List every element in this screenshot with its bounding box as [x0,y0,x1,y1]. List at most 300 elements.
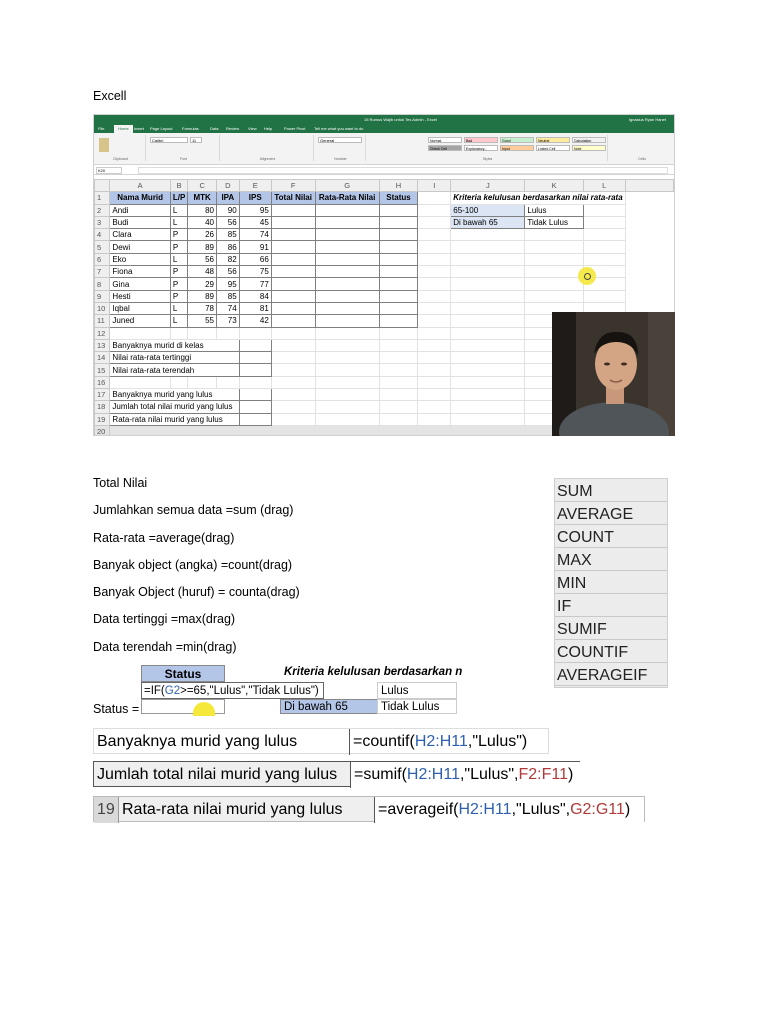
student-lp[interactable]: L [170,216,187,228]
dibawah-cell: Di bawah 65 [280,699,378,714]
table-row [95,192,674,204]
column-header[interactable]: G [315,180,379,192]
total-nilai-cell[interactable] [271,241,315,253]
score-ips[interactable]: 95 [239,204,271,216]
formula-ref: G2 [164,685,181,697]
grid-cell[interactable] [418,425,451,436]
criteria-range[interactable]: 65-100 [451,204,525,216]
ribbon-tab[interactable]: Page Layout [150,126,173,131]
status-cell[interactable] [379,290,418,302]
group-label: Cells [638,157,646,161]
grid-cell[interactable] [451,278,525,290]
rata-rata-cell[interactable] [315,241,379,253]
grid-cell[interactable] [379,339,418,351]
score-ips[interactable]: 75 [239,266,271,278]
student-lp[interactable]: L [170,253,187,265]
grid-cell[interactable] [271,413,315,425]
select-all-corner[interactable] [95,180,110,192]
student-lp[interactable]: P [170,266,187,278]
status-label: Status = [93,702,140,716]
grid-cell[interactable] [451,241,525,253]
grid-cell[interactable] [379,389,418,401]
row-header[interactable]: 18 [95,401,110,413]
total-nilai-cell[interactable] [271,266,315,278]
header-cell[interactable]: Nama Murid [110,192,170,204]
summary-label[interactable]: Jumlah total nilai murid yang lulus [110,401,239,413]
summary-label[interactable]: Banyaknya murid yang lulus [110,389,239,401]
grid-cell[interactable] [418,266,451,278]
student-lp[interactable]: L [170,302,187,314]
total-nilai-cell[interactable] [271,216,315,228]
formula-ref: H2:H11 [414,733,468,750]
row-header[interactable]: 20 [95,425,110,436]
grid-cell[interactable] [418,204,451,216]
student-lp[interactable]: P [170,278,187,290]
ribbon-tab[interactable]: Review [226,126,240,131]
row-header[interactable]: 7 [95,266,110,278]
student-name[interactable]: Eko [110,253,170,265]
grid-cell[interactable] [451,401,525,413]
ribbon-tab[interactable]: Data [210,126,219,131]
grid-cell[interactable] [110,376,170,388]
score-mtk[interactable]: 48 [188,266,217,278]
grid-cell[interactable] [525,290,583,302]
grid-cell[interactable] [418,364,451,376]
grid-cell[interactable] [379,376,418,388]
cell-style-swatch[interactable]: Normal [428,137,462,143]
total-nilai-cell[interactable] [271,278,315,290]
column-header[interactable]: E [239,180,271,192]
score-ips[interactable]: 45 [239,216,271,228]
student-name[interactable]: Dewi [110,241,170,253]
grid-cell[interactable] [451,389,525,401]
grid-cell[interactable] [315,376,379,388]
grid-cell[interactable] [271,389,315,401]
status-cell[interactable] [379,229,418,241]
grid-cell[interactable] [315,352,379,364]
score-mtk[interactable]: 29 [188,278,217,290]
column-header[interactable]: K [525,180,583,192]
summary-value[interactable] [239,364,271,376]
row-header[interactable]: 10 [95,302,110,314]
grid-cell[interactable] [418,352,451,364]
header-cell[interactable]: IPS [239,192,271,204]
grid-cell[interactable] [583,241,625,253]
grid-cell[interactable] [418,253,451,265]
grid-cell[interactable] [239,376,271,388]
column-header-row [95,180,674,192]
total-nilai-cell[interactable] [271,302,315,314]
grid-cell[interactable] [315,401,379,413]
student-lp[interactable]: L [170,315,187,327]
ribbon-tab[interactable]: Home [114,125,133,133]
name-box[interactable]: K20 [96,167,122,174]
header-cell[interactable]: IPA [216,192,239,204]
number-format-select[interactable]: General [318,137,362,143]
header-cell[interactable]: MTK [188,192,217,204]
score-ips[interactable]: 84 [239,290,271,302]
grid-cell[interactable] [216,425,239,436]
grid-cell[interactable] [170,327,187,339]
score-mtk[interactable]: 89 [188,241,217,253]
status-cell[interactable] [379,216,418,228]
grid-cell[interactable] [315,389,379,401]
row-header[interactable]: 8 [95,278,110,290]
formula-text: ,"Lulus") [467,733,528,750]
grid-cell[interactable] [418,192,451,204]
ribbon-tab[interactable]: File [98,126,105,131]
total-nilai-cell[interactable] [271,204,315,216]
status-cell[interactable] [379,266,418,278]
score-ips[interactable]: 81 [239,302,271,314]
doc-line-count: Banyak object (angka) =count(drag) [93,558,293,572]
row-header[interactable]: 14 [95,352,110,364]
column-header[interactable]: A [110,180,170,192]
student-lp[interactable]: L [170,204,187,216]
grid-cell[interactable] [216,376,239,388]
grid-cell[interactable] [451,413,525,425]
grid-cell[interactable] [451,376,525,388]
student-lp[interactable]: P [170,241,187,253]
formula-text: =sumif( [354,766,407,783]
grid-cell[interactable] [418,241,451,253]
function-name: MIN [555,571,667,594]
row-header[interactable]: 12 [95,327,110,339]
student-name[interactable]: Andi [110,204,170,216]
ribbon-tab[interactable]: Insert [134,126,145,131]
cell-style-swatch[interactable]: Input [500,145,534,151]
grid-cell[interactable] [271,352,315,364]
rata-rata-cell[interactable] [315,253,379,265]
grid-cell[interactable] [271,339,315,351]
score-ipa[interactable]: 86 [216,241,239,253]
student-lp[interactable]: P [170,290,187,302]
cursor-highlight [578,267,596,285]
student-name[interactable]: Iqbal [110,302,170,314]
column-header[interactable] [625,180,673,192]
grid-cell[interactable] [315,364,379,376]
ribbon-tab[interactable]: View [248,126,257,131]
score-ipa[interactable]: 73 [216,315,239,327]
formula-text: ) [567,766,574,783]
ribbon-tab[interactable]: Help [264,126,273,131]
grid-cell[interactable] [271,425,315,436]
row-header[interactable]: 1 [95,192,110,204]
table-row [95,253,674,265]
number-group [316,135,366,161]
grid-cell[interactable] [451,253,525,265]
score-mtk[interactable]: 80 [188,204,217,216]
total-nilai-cell[interactable] [271,315,315,327]
summary-value[interactable] [239,413,271,425]
column-header[interactable]: F [271,180,315,192]
score-mtk[interactable]: 40 [188,216,217,228]
column-header[interactable]: C [188,180,217,192]
score-ipa[interactable]: 56 [216,266,239,278]
summary-value[interactable] [239,389,271,401]
student-name[interactable]: Gina [110,278,170,290]
grid-cell[interactable] [525,266,583,278]
rata-rata-cell[interactable] [315,216,379,228]
styles-group [368,135,608,161]
grid-cell[interactable] [170,376,187,388]
summary-value[interactable] [239,352,271,364]
grid-cell[interactable] [418,315,451,327]
summary-label[interactable]: Nilai rata-rata tertinggi [110,352,239,364]
function-name: SUMIF [555,617,667,640]
averageif-strip [93,796,645,822]
grid-cell[interactable] [451,266,525,278]
function-name: COUNTIF [555,640,667,663]
cell-style-swatch[interactable]: Neutral [536,137,570,143]
grid-cell[interactable] [583,290,625,302]
row-number: 19 [94,797,118,823]
cell-style-swatch[interactable]: Linked Cell [536,145,570,151]
cell-style-swatch[interactable]: Explanatory... [464,145,498,151]
rata-rata-cell[interactable] [315,278,379,290]
criteria-title[interactable]: Kriteria kelulusan berdasarkan nilai rata-rata [451,192,625,204]
criteria-range[interactable]: Di bawah 65 [451,216,525,228]
row-header[interactable]: 9 [95,290,110,302]
row-header[interactable]: 6 [95,253,110,265]
grid-cell[interactable] [379,413,418,425]
score-ipa[interactable]: 85 [216,290,239,302]
doc-line-sum: Jumlahkan semua data =sum (drag) [93,503,294,517]
summary-value[interactable] [239,401,271,413]
grid-cell[interactable] [170,425,187,436]
cell-style-swatch[interactable]: Calculation [572,137,606,143]
score-ipa[interactable]: 85 [216,229,239,241]
student-lp[interactable]: P [170,229,187,241]
ribbon-tab[interactable]: Tell me what you want to do [314,126,364,131]
score-mtk[interactable]: 56 [188,253,217,265]
grid-cell[interactable] [418,376,451,388]
function-name: COUNT [555,525,667,548]
grid-cell[interactable] [188,327,217,339]
total-nilai-cell[interactable] [271,290,315,302]
grid-cell[interactable] [451,339,525,351]
status-cell[interactable] [379,204,418,216]
cell-style-swatch[interactable]: Note [572,145,606,151]
rata-rata-cell[interactable] [315,204,379,216]
font-group [148,135,220,161]
grid-cell[interactable] [451,302,525,314]
grid-cell[interactable] [271,364,315,376]
student-name[interactable]: Clara [110,229,170,241]
grid-cell[interactable] [379,364,418,376]
grid-cell[interactable] [451,352,525,364]
clipboard-group [96,135,146,161]
row-header[interactable]: 4 [95,229,110,241]
strip-label: Jumlah total nilai murid yang lulus [97,766,338,783]
student-name[interactable]: Budi [110,216,170,228]
grid-cell[interactable] [379,425,418,436]
ribbon-tab[interactable]: Formulas [182,126,199,131]
grid-cell[interactable] [110,327,170,339]
function-name: MAX [555,548,667,571]
grid-cell[interactable] [451,425,525,436]
ribbon-tab[interactable]: Power Pivot [284,126,306,131]
column-header[interactable]: H [379,180,418,192]
grid-cell[interactable] [271,327,315,339]
rata-rata-cell[interactable] [315,229,379,241]
score-ips[interactable]: 66 [239,253,271,265]
row-header[interactable]: 3 [95,216,110,228]
score-ipa[interactable]: 56 [216,216,239,228]
criteria-result[interactable]: Lulus [525,204,583,216]
grid-cell[interactable] [315,425,379,436]
paste-icon[interactable] [99,138,109,152]
score-ipa[interactable]: 90 [216,204,239,216]
score-ips[interactable]: 91 [239,241,271,253]
student-name[interactable]: Juned [110,315,170,327]
grid-cell[interactable] [525,253,583,265]
column-header[interactable]: I [418,180,451,192]
countif-strip [93,728,549,754]
row-header[interactable]: 19 [95,413,110,425]
score-mtk[interactable]: 26 [188,229,217,241]
header-cell[interactable]: Status [379,192,418,204]
font-name-select[interactable]: Calibri [150,137,188,143]
column-header[interactable]: J [451,180,525,192]
grid-cell[interactable] [418,339,451,351]
status-cell[interactable] [379,241,418,253]
grid-cell[interactable] [110,425,170,436]
column-header[interactable]: L [583,180,625,192]
score-ips[interactable]: 74 [239,229,271,241]
row-header[interactable]: 15 [95,364,110,376]
total-nilai-cell[interactable] [271,253,315,265]
function-name: AVERAGE [555,502,667,525]
function-name: SUM [555,479,667,502]
formula-input[interactable] [138,167,668,174]
score-mtk[interactable]: 89 [188,290,217,302]
row-header[interactable]: 13 [95,339,110,351]
header-cell[interactable]: Rata-Rata Nilai [315,192,379,204]
grid-cell[interactable] [239,327,271,339]
score-mtk[interactable]: 55 [188,315,217,327]
grid-cell[interactable] [451,229,525,241]
grid-cell[interactable] [271,401,315,413]
grid-cell[interactable] [418,302,451,314]
grid-cell[interactable] [583,253,625,265]
grid-cell[interactable] [525,278,583,290]
score-ipa[interactable]: 82 [216,253,239,265]
status-cell[interactable] [379,302,418,314]
grid-cell[interactable] [525,229,583,241]
if-formula-cell [141,682,324,699]
summary-label[interactable]: Banyaknya murid di kelas [110,339,239,351]
score-ips[interactable]: 77 [239,278,271,290]
grid-cell[interactable] [418,290,451,302]
row-header[interactable]: 17 [95,389,110,401]
row-header[interactable]: 2 [95,204,110,216]
function-list [554,478,668,688]
row-header[interactable]: 16 [95,376,110,388]
grid-cell[interactable] [379,352,418,364]
student-name[interactable]: Fiona [110,266,170,278]
header-cell[interactable]: Total Nilai [271,192,315,204]
total-nilai-cell[interactable] [271,229,315,241]
score-mtk[interactable]: 78 [188,302,217,314]
cell-style-swatch[interactable]: Good [500,137,534,143]
doc-line-average: Rata-rata =average(drag) [93,531,235,545]
formula-ref: H2:H11 [406,766,460,783]
grid-cell[interactable] [418,401,451,413]
table-row [95,241,674,253]
rata-rata-cell[interactable] [315,290,379,302]
grid-cell[interactable] [418,413,451,425]
alignment-group [222,135,314,161]
cell-style-swatch[interactable]: Bad [464,137,498,143]
grid-cell[interactable] [583,229,625,241]
grid-cell[interactable] [188,376,217,388]
grid-cell[interactable] [188,425,217,436]
score-ipa[interactable]: 95 [216,278,239,290]
grid-cell[interactable] [379,401,418,413]
score-ipa[interactable]: 74 [216,302,239,314]
grid-cell[interactable] [451,327,525,339]
rata-rata-cell[interactable] [315,315,379,327]
rata-rata-cell[interactable] [315,266,379,278]
grid-cell[interactable] [583,204,625,216]
doc-line-max: Data tertinggi =max(drag) [93,612,236,626]
formula-text: =averageif( [378,801,459,818]
row-header[interactable]: 5 [95,241,110,253]
tidak-lulus-cell: Tidak Lulus [377,699,457,714]
table-row [95,216,674,228]
grid-cell[interactable] [525,241,583,253]
grid-cell[interactable] [315,339,379,351]
grid-cell[interactable] [418,216,451,228]
grid-cell[interactable] [418,278,451,290]
row-header[interactable]: 11 [95,315,110,327]
grid-cell[interactable] [451,315,525,327]
grid-cell[interactable] [239,425,271,436]
status-cell[interactable] [379,315,418,327]
column-header[interactable]: D [216,180,239,192]
grid-cell[interactable] [271,376,315,388]
status-cell[interactable] [379,278,418,290]
font-size-select[interactable]: 11 [190,137,202,143]
grid-cell[interactable] [418,389,451,401]
grid-cell[interactable] [379,327,418,339]
summary-value[interactable] [239,339,271,351]
grid-cell[interactable] [418,229,451,241]
criteria-result[interactable]: Tidak Lulus [525,216,583,228]
grid-cell[interactable] [315,413,379,425]
summary-label[interactable]: Rata-rata nilai murid yang lulus [110,413,239,425]
summary-label[interactable]: Nilai rata-rata terendah [110,364,239,376]
header-cell[interactable]: L/P [170,192,187,204]
excel-title-bar [94,115,675,124]
student-name[interactable]: Hesti [110,290,170,302]
averageif-formula [374,797,644,823]
webcam-presenter-video [552,312,675,436]
grid-cell[interactable] [418,327,451,339]
grid-cell[interactable] [315,327,379,339]
formula-text: ) [624,801,631,818]
score-ips[interactable]: 42 [239,315,271,327]
cell-style-swatch[interactable]: Check Cell [428,145,462,151]
grid-cell[interactable] [583,216,625,228]
grid-cell[interactable] [216,327,239,339]
column-header[interactable]: B [170,180,187,192]
rata-rata-cell[interactable] [315,302,379,314]
grid-cell[interactable] [451,290,525,302]
status-cell[interactable] [379,253,418,265]
grid-cell[interactable] [451,364,525,376]
